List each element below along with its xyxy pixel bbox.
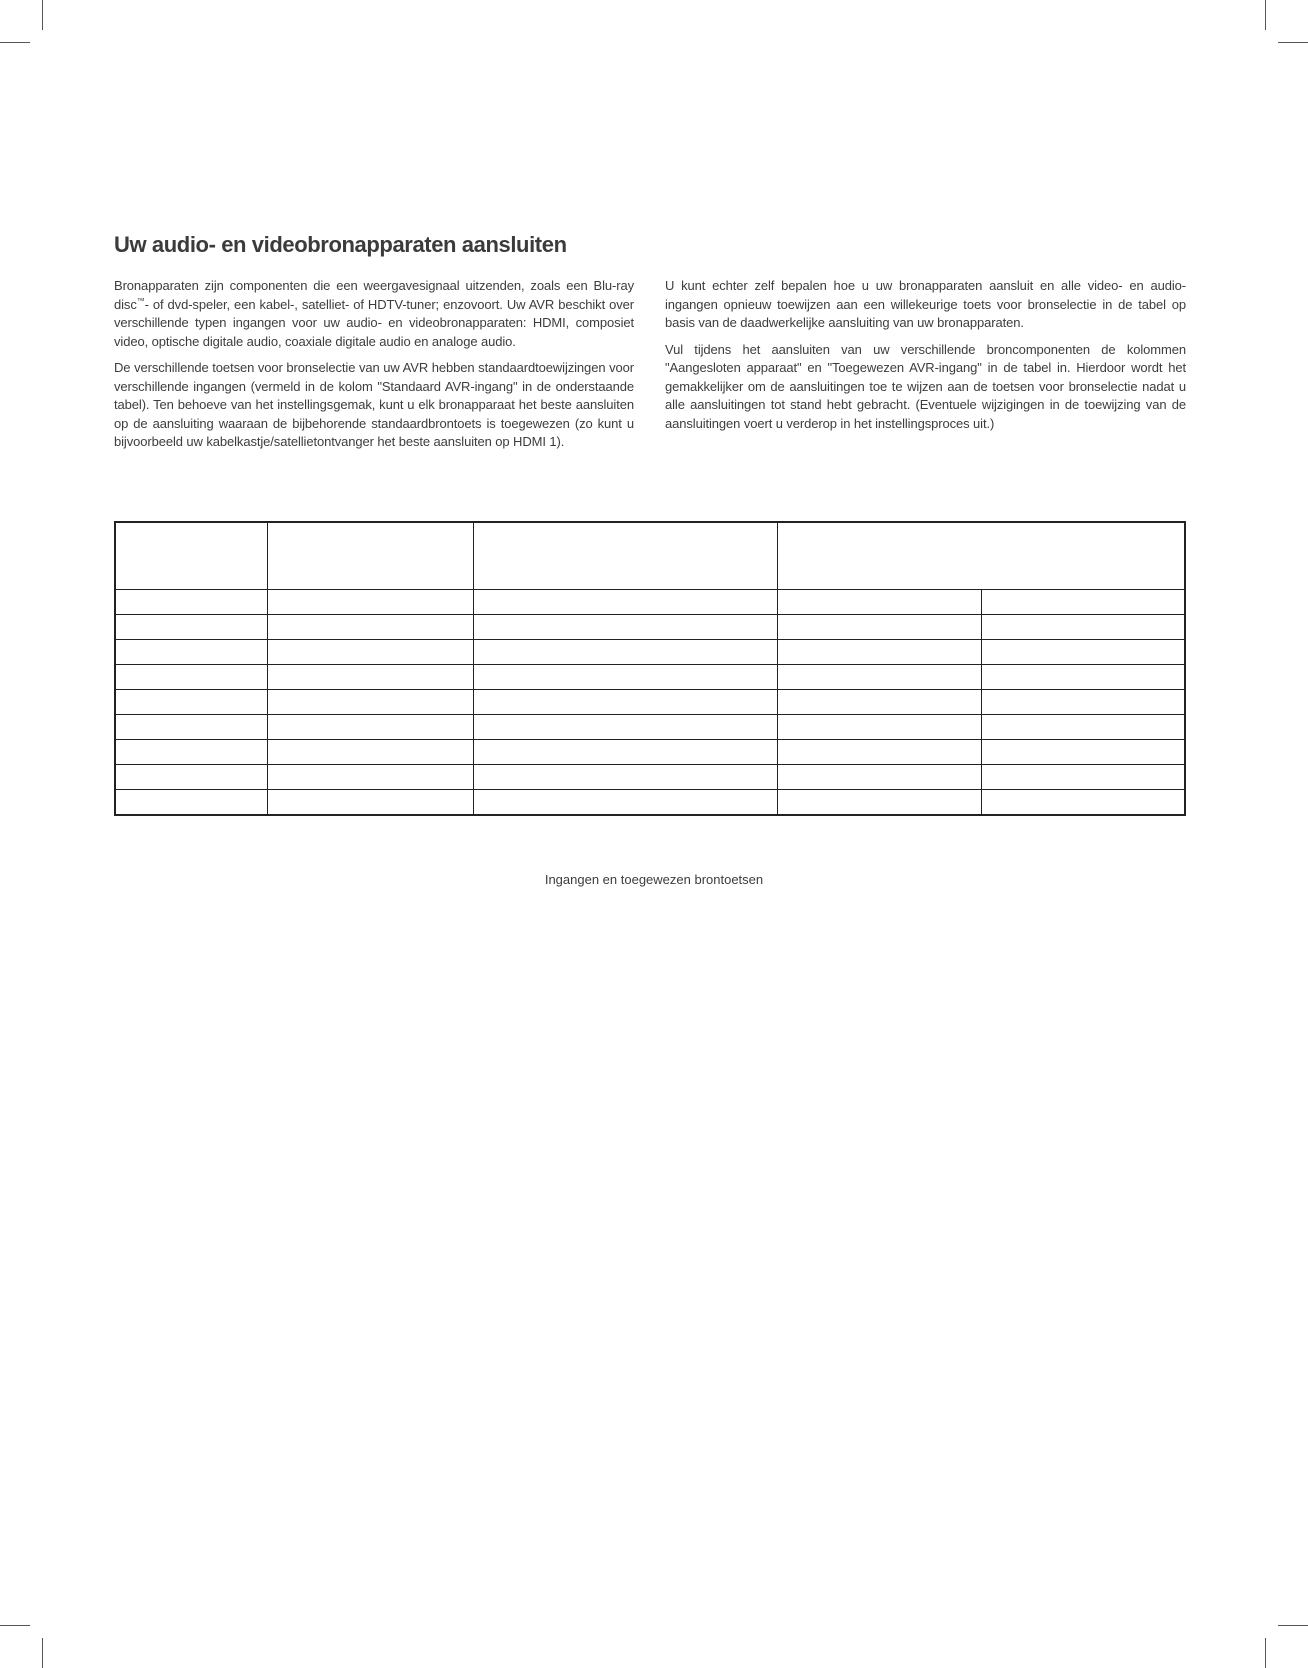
table-cell	[473, 715, 777, 740]
table-cell	[981, 715, 1185, 740]
table-cell	[981, 665, 1185, 690]
crop-mark	[1278, 42, 1308, 43]
crop-mark	[0, 42, 30, 43]
table-cell	[777, 590, 981, 615]
table-cell	[777, 665, 981, 690]
table-row	[115, 640, 1185, 665]
table-row	[115, 765, 1185, 790]
crop-mark	[42, 1638, 43, 1668]
table-cell	[267, 590, 473, 615]
crop-mark	[1265, 1638, 1266, 1668]
table-header-cell	[777, 522, 1185, 590]
crop-mark	[42, 0, 43, 30]
table-cell	[267, 690, 473, 715]
table-cell	[473, 740, 777, 765]
table-row	[115, 590, 1185, 615]
table-cell	[777, 690, 981, 715]
table-caption: Ingangen en toegewezen brontoetsen	[544, 872, 764, 887]
table-cell	[473, 790, 777, 816]
table-row	[115, 615, 1185, 640]
intro-text-part1: Bronapparaten zijn componenten die een weergavesignaal uitzenden, zoals een Blu-ray disc	[114, 278, 634, 312]
table-cell	[473, 690, 777, 715]
table-row	[115, 690, 1185, 715]
intro-text-part2: - of dvd-speler, een kabel-, satelliet- of HDTV-tuner; enzovoort. Uw AVR beschikt over verschillende typen ingangen voor uw audio- en videobronapparaten: HDMI, composiet video, optische digitale audio, coaxiale digitale audio en analoge audio.	[114, 296, 634, 349]
crop-mark	[0, 1625, 30, 1626]
table-cell	[777, 790, 981, 816]
table-cell	[473, 665, 777, 690]
table-cell	[981, 765, 1185, 790]
trademark-symbol: ™	[136, 296, 145, 306]
intro-paragraph	[114, 277, 634, 351]
table-row	[115, 740, 1185, 765]
crop-mark	[1265, 0, 1266, 30]
table-cell	[777, 715, 981, 740]
fill-in-paragraph: Vul tijdens het aansluiten van uw verschillende broncomponenten de kolommen "Aangesloten apparaat" en "Toegewezen AVR-ingang" in de tabel in. Hierdoor wordt het gemakkelijker om de aansluitingen toe te wijzen aan de toetsen voor bronselectie nadat u alle aansluitingen tot stand hebt gebracht. (Eventuele wijzigingen in de toewijzing van de aansluitingen voert u verderop in het instellingsproces uit.)	[665, 341, 1186, 431]
table-cell	[981, 690, 1185, 715]
table-cell	[473, 765, 777, 790]
reassign-paragraph: U kunt echter zelf bepalen hoe u uw bronapparaten aansluit en alle video- en audio-ingangen opnieuw toewijzen aan een willekeurige toets voor bronselectie in de tabel op basis van de daadwerkelijke aansluiting van uw bronapparaten.	[665, 278, 1186, 330]
table-row	[115, 715, 1185, 740]
table-cell	[267, 740, 473, 765]
table-cell	[115, 640, 267, 665]
table-cell	[115, 665, 267, 690]
table-cell	[115, 790, 267, 816]
table-cell	[267, 640, 473, 665]
table-cell	[473, 590, 777, 615]
table-row	[115, 790, 1185, 816]
left-column	[114, 277, 634, 460]
table-cell	[777, 740, 981, 765]
table-cell	[115, 615, 267, 640]
table-cell	[777, 765, 981, 790]
table-cell	[115, 690, 267, 715]
table-cell	[473, 640, 777, 665]
input-assignment-table	[114, 521, 1186, 816]
table-cell	[115, 765, 267, 790]
table-cell	[981, 790, 1185, 816]
table-cell	[981, 615, 1185, 640]
table-cell	[981, 640, 1185, 665]
table-cell	[267, 765, 473, 790]
table-cell	[267, 790, 473, 816]
table-cell	[777, 640, 981, 665]
table-cell	[981, 740, 1185, 765]
table-cell	[115, 715, 267, 740]
table-cell	[115, 590, 267, 615]
table-cell	[777, 615, 981, 640]
table-header-cell	[267, 522, 473, 590]
section-heading: Uw audio- en videobronapparaten aansluiten	[114, 232, 567, 257]
table-cell	[267, 715, 473, 740]
right-column	[665, 277, 1186, 441]
table-cell	[267, 615, 473, 640]
table-cell	[267, 665, 473, 690]
table-header-cell	[115, 522, 267, 590]
table-cell	[473, 615, 777, 640]
table-header-row	[115, 522, 1185, 590]
table-header-cell	[473, 522, 777, 590]
default-assignment-paragraph: De verschillende toetsen voor bronselectie van uw AVR hebben standaardtoewijzingen voor verschillende ingangen (vermeld in de kolom "Standaard AVR-ingang" in de onderstaande tabel). Ten behoeve van het instellingsgemak, kunt u elk bronapparaat het beste aansluiten op de aansluiting waaraan de bijbehorende standaardbrontoets is toegewezen (zo kunt u bijvoorbeeld uw kabelkastje/satellietontvanger het beste aansluiten op HDMI 1).	[114, 360, 634, 449]
crop-mark	[1278, 1625, 1308, 1626]
table-cell	[981, 590, 1185, 615]
table-row	[115, 665, 1185, 690]
table-cell	[115, 740, 267, 765]
